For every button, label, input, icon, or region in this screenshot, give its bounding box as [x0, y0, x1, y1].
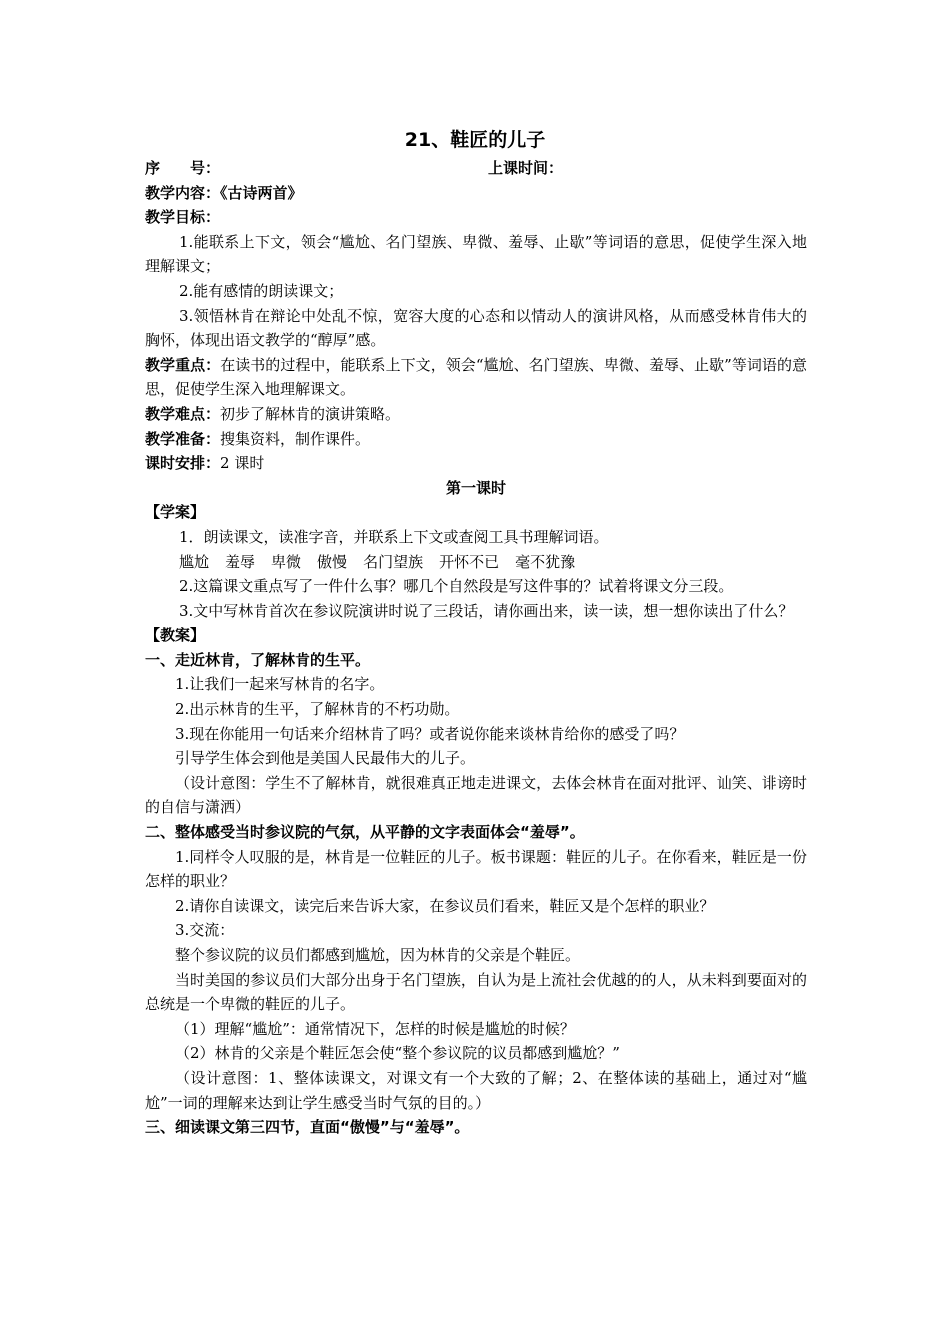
key-point [145, 353, 807, 402]
study-item-2: 2.这篇课文重点写了一件什么事？哪几个自然段是写这件事的？试着将课文分三段。 [179, 577, 734, 596]
preparation [145, 427, 807, 452]
goal-item-1: 1.能联系上下文，领会“尴尬、名门望族、卑微、羞辱、止歇”等词语的意思，促使学生深入地理解课文； [145, 232, 807, 276]
study-item-1: 1．朗读课文，读准字音，并联系上下文或查阅工具书理解词语。 [179, 527, 609, 546]
section-3-title: 三、细读课文第三四节，直面“傲慢”与“羞辱”。 [145, 1118, 470, 1137]
vocab-word: 卑微 [271, 552, 302, 571]
teaching-content [145, 181, 807, 206]
schedule-label: 课时安排： [145, 454, 221, 473]
vocab-word: 毫不犹豫 [515, 552, 576, 571]
class-time-label: 上课时间： [488, 159, 564, 177]
section-2-line: 3.交流： [175, 921, 235, 940]
section-2-line: 2.请你自读课文，读完后来告诉大家，在参议员们看来，鞋匠又是个怎样的职业？ [175, 896, 715, 915]
key-point-value: 在读书的过程中，能联系上下文，领会“尴尬、名门望族、卑微、羞辱、止歇”等词语的意思，促使学生深入地理解课文。 [145, 355, 807, 399]
section-1-design-intent: （设计意图：学生不了解林肯，就很难真正地走进课文，去体会林肯在面对批评、讪笑、诽谤时的自信与潇洒） [145, 773, 807, 817]
vocabulary-row [145, 550, 807, 575]
key-point-label: 教学重点： [145, 355, 221, 374]
preparation-label: 教学准备： [145, 429, 221, 448]
study-heading: 【学案】 [145, 503, 206, 522]
section-2-title: 二、整体感受当时参议院的气氛，从平静的文字表面体会“羞辱”。 [145, 823, 585, 842]
difficulty-value: 初步了解林肯的演讲策略。 [220, 404, 401, 423]
vocab-word: 名门望族 [363, 552, 424, 571]
teaching-content-value: 《古诗两首》 [220, 183, 303, 202]
vocab-word: 羞辱 [225, 552, 256, 571]
lesson-title: 第一课时 [445, 478, 506, 497]
section-2-line: 整个参议院的议员们都感到尴尬，因为林肯的父亲是个鞋匠。 [175, 946, 581, 964]
schedule-value: 2 课时 [220, 454, 265, 473]
teaching-goals-label: 教学目标： [145, 208, 221, 227]
section-2-line: 当时美国的参议员们大部分出身于名门望族，自认为是上流社会优越的的人，从未料到要面对的总统是一个卑微的鞋匠的儿子。 [145, 970, 807, 1014]
teaching-goals-heading [145, 205, 807, 230]
section-2-design-intent: （设计意图：1、整体读课文，对课文有一个大致的了解；2、在整体读的基础上，通过对“尴尬”一词的理解来达到让学生感受当时气氛的目的。） [145, 1068, 807, 1112]
schedule [145, 451, 807, 476]
document-title: 21、鞋匠的儿子 [404, 129, 546, 151]
section-2-line: （1）理解“尴尬”：通常情况下，怎样的时候是尴尬的时候？ [175, 1019, 575, 1038]
teach-heading: 【教案】 [145, 626, 206, 645]
section-1-line: 1.让我们一起来写林肯的名字。 [175, 675, 385, 694]
difficulty [145, 402, 807, 427]
meta-row [145, 156, 807, 181]
difficulty-label: 教学难点： [145, 404, 221, 423]
vocab-word: 傲慢 [317, 552, 348, 571]
sequence-label: 序 号： [145, 159, 221, 177]
document-body [145, 156, 807, 1140]
teaching-content-label: 教学内容： [145, 183, 221, 202]
section-1-title: 一、走近林肯，了解林肯的生平。 [145, 650, 371, 669]
section-1-line: 3.现在你能用一句话来介绍林肯了吗？或者说你能来谈林肯给你的感受了吗？ [175, 724, 685, 743]
vocab-word: 开怀不已 [439, 552, 500, 571]
section-2-line: （2）林肯的父亲是个鞋匠怎会使“整个参议院的议员都感到尴尬？” [175, 1044, 620, 1063]
goal-item-2: 2.能有感情的朗读课文； [179, 281, 344, 300]
section-1-line: 2.出示林肯的生平，了解林肯的不朽功勋。 [175, 700, 460, 719]
section-2-line: 1.同样令人叹服的是，林肯是一位鞋匠的儿子。板书课题：鞋匠的儿子。在你看来，鞋匠是一份怎样的职业？ [145, 847, 807, 891]
section-1-line: 引导学生体会到他是美国人民最伟大的儿子。 [175, 749, 476, 768]
study-item-3: 3.文中写林肯首次在参议院演讲时说了三段话，请你画出来，读一读，想一想你读出了什么？ [179, 601, 794, 620]
goal-item-3: 3.领悟林肯在辩论中处乱不惊，宽容大度的心态和以情动人的演讲风格，从而感受林肯伟大的胸怀，体现出语文教学的“醇厚”感。 [145, 306, 807, 350]
vocab-word: 尴尬 [179, 552, 210, 571]
preparation-value: 搜集资料，制作课件。 [220, 429, 371, 448]
